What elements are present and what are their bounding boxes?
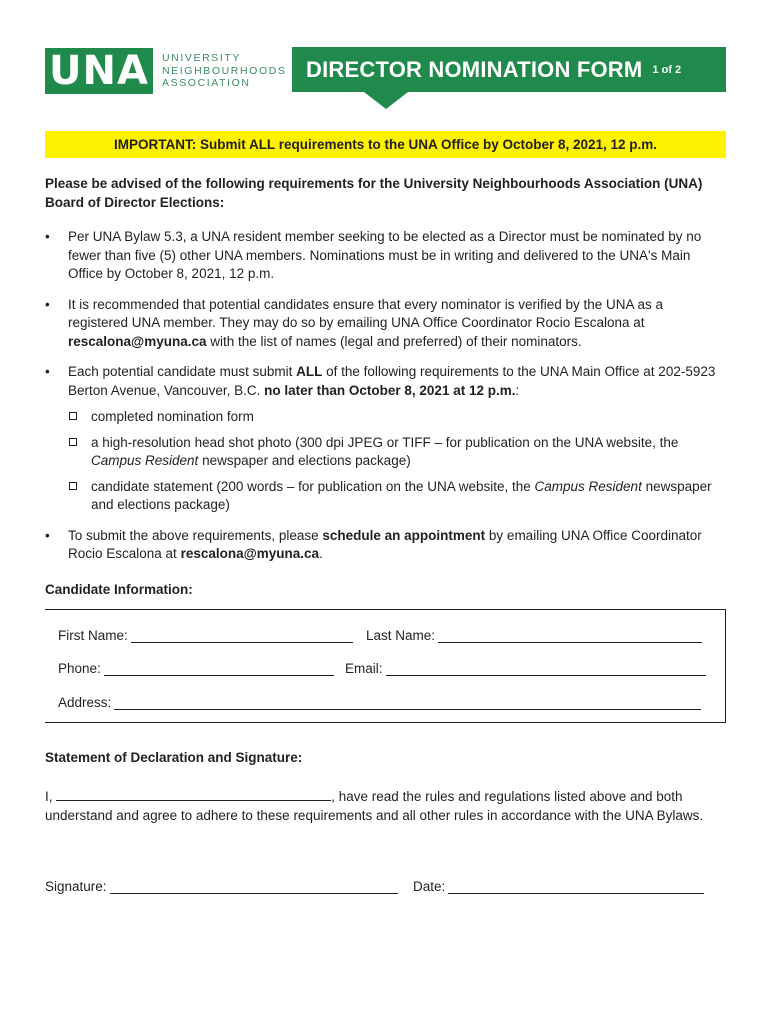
title-banner <box>292 47 726 92</box>
last-name-field <box>366 628 702 643</box>
declaration-prefix: I, <box>45 789 57 804</box>
email-label: Email: <box>345 661 383 676</box>
checklist-label: completed nomination form <box>91 409 254 424</box>
checklist-item <box>68 408 725 427</box>
first-name-label: First Name: <box>58 628 128 643</box>
verification-text: It is recommended that potential candidates ensure that every nominator is verified by the UNA as a registered UNA member. They may do so by emailing UNA Office Coordinator Rocio Escalona at <box>68 296 664 330</box>
publication-name: Campus Resident <box>534 478 642 494</box>
list-item <box>45 527 725 564</box>
phone-label: Phone: <box>58 661 101 676</box>
bullet-marker: • <box>45 229 50 244</box>
checklist-label-end: newspaper and elections package) <box>198 453 411 468</box>
checklist-item <box>68 478 725 515</box>
first-name-input[interactable] <box>131 628 353 643</box>
checklist-item <box>68 434 725 471</box>
first-name-field <box>58 628 353 643</box>
checklist-label: a high-resolution head shot photo (300 dpi JPEG or TIFF – for publication on the UNA website, the <box>91 434 679 450</box>
submission-colon: : <box>515 382 520 398</box>
date-field <box>413 879 704 894</box>
phone-field <box>58 661 334 676</box>
submission-address: of the following requirements to the UNA Main Office at 202-5923 Berton Avenue, Vancouver, B.C. <box>68 364 716 398</box>
email-input[interactable] <box>386 661 706 676</box>
appointment-text-end: . <box>319 546 323 561</box>
verification-text-end: with the list of names (legal and preferred) of their nominators. <box>206 333 582 349</box>
page-count: 1 of 2 <box>652 63 682 76</box>
signature-field <box>45 879 398 894</box>
declaration-heading: Statement of Declaration and Signature: <box>45 750 303 765</box>
signature-input[interactable] <box>110 879 398 894</box>
address-field <box>58 695 701 710</box>
checklist-label-end: newspaper and elections package) <box>91 478 712 512</box>
address-label: Address: <box>58 695 112 710</box>
intro-paragraph: Please be advised of the following requirements for the University Neighbourhoods Association (UNA) Board of Director Elections: <box>45 176 703 210</box>
appointment-text: To submit the above requirements, please <box>68 527 323 543</box>
submission-deadline: no later than October 8, 2021 at 12 p.m. <box>264 382 516 398</box>
submission-text: Each potential candidate must submit <box>68 364 297 379</box>
requirements-checklist <box>68 408 725 515</box>
last-name-input[interactable] <box>438 628 702 643</box>
address-input[interactable] <box>114 695 701 710</box>
declaration-statement <box>45 787 725 825</box>
requirements-list <box>45 228 725 576</box>
bylaw-requirement-text: Per UNA Bylaw 5.3, a UNA resident member seeking to be elected as a Director must be nominated by no fewer than five (5) other UNA members. Nominations must be in writing and delivered to the UNA's Main Office by October 8, 2021, 12 p.m. <box>68 229 702 281</box>
submission-all: ALL <box>296 364 323 379</box>
date-input[interactable] <box>448 879 704 894</box>
logo-line-3: ASSOCIATION <box>162 77 251 90</box>
date-label: Date: <box>413 879 446 894</box>
signature-label: Signature: <box>45 879 107 894</box>
phone-input[interactable] <box>104 661 334 676</box>
checkbox-nomination-form[interactable] <box>69 412 77 420</box>
form-title: DIRECTOR NOMINATION FORM <box>306 56 643 82</box>
bullet-marker: • <box>45 364 50 379</box>
bullet-marker: • <box>45 527 50 543</box>
checkbox-candidate-statement[interactable] <box>69 482 77 490</box>
banner-notch <box>364 92 408 109</box>
candidate-info-box <box>45 609 726 723</box>
list-item <box>45 228 725 284</box>
logo-line-2: NEIGHBOURHOODS <box>162 64 287 77</box>
email-field <box>345 661 706 676</box>
logo-mark: UNA <box>45 48 153 94</box>
candidate-info-heading: Candidate Information: <box>45 582 193 597</box>
logo-wordmark <box>162 48 287 94</box>
logo-line-1: UNIVERSITY <box>162 52 242 65</box>
checkbox-head-shot[interactable] <box>69 438 77 446</box>
coordinator-email-link[interactable]: rescalona@myuna.ca <box>180 546 320 561</box>
publication-name: Campus Resident <box>91 453 199 468</box>
important-notice: IMPORTANT: Submit ALL requirements to the UNA Office by October 8, 2021, 12 p.m. <box>45 131 726 158</box>
una-logo <box>45 48 295 94</box>
checklist-label: candidate statement (200 words – for publication on the UNA website, the <box>91 478 535 494</box>
declaration-text: , have read the rules and regulations listed above and both understand and agree to adhere to these requirements and all other rules in accordance with the UNA Bylaws. <box>45 789 704 823</box>
list-item <box>45 296 725 352</box>
declarant-name-input[interactable] <box>56 787 331 801</box>
list-item <box>45 363 725 515</box>
schedule-appointment: schedule an appointment <box>322 527 486 543</box>
appointment-text-mid: by emailing UNA Office Coordinator Rocio Escalona at <box>68 527 702 561</box>
last-name-label: Last Name: <box>366 628 436 643</box>
coordinator-email-link[interactable]: rescalona@myuna.ca <box>68 333 207 349</box>
bullet-marker: • <box>45 296 50 312</box>
